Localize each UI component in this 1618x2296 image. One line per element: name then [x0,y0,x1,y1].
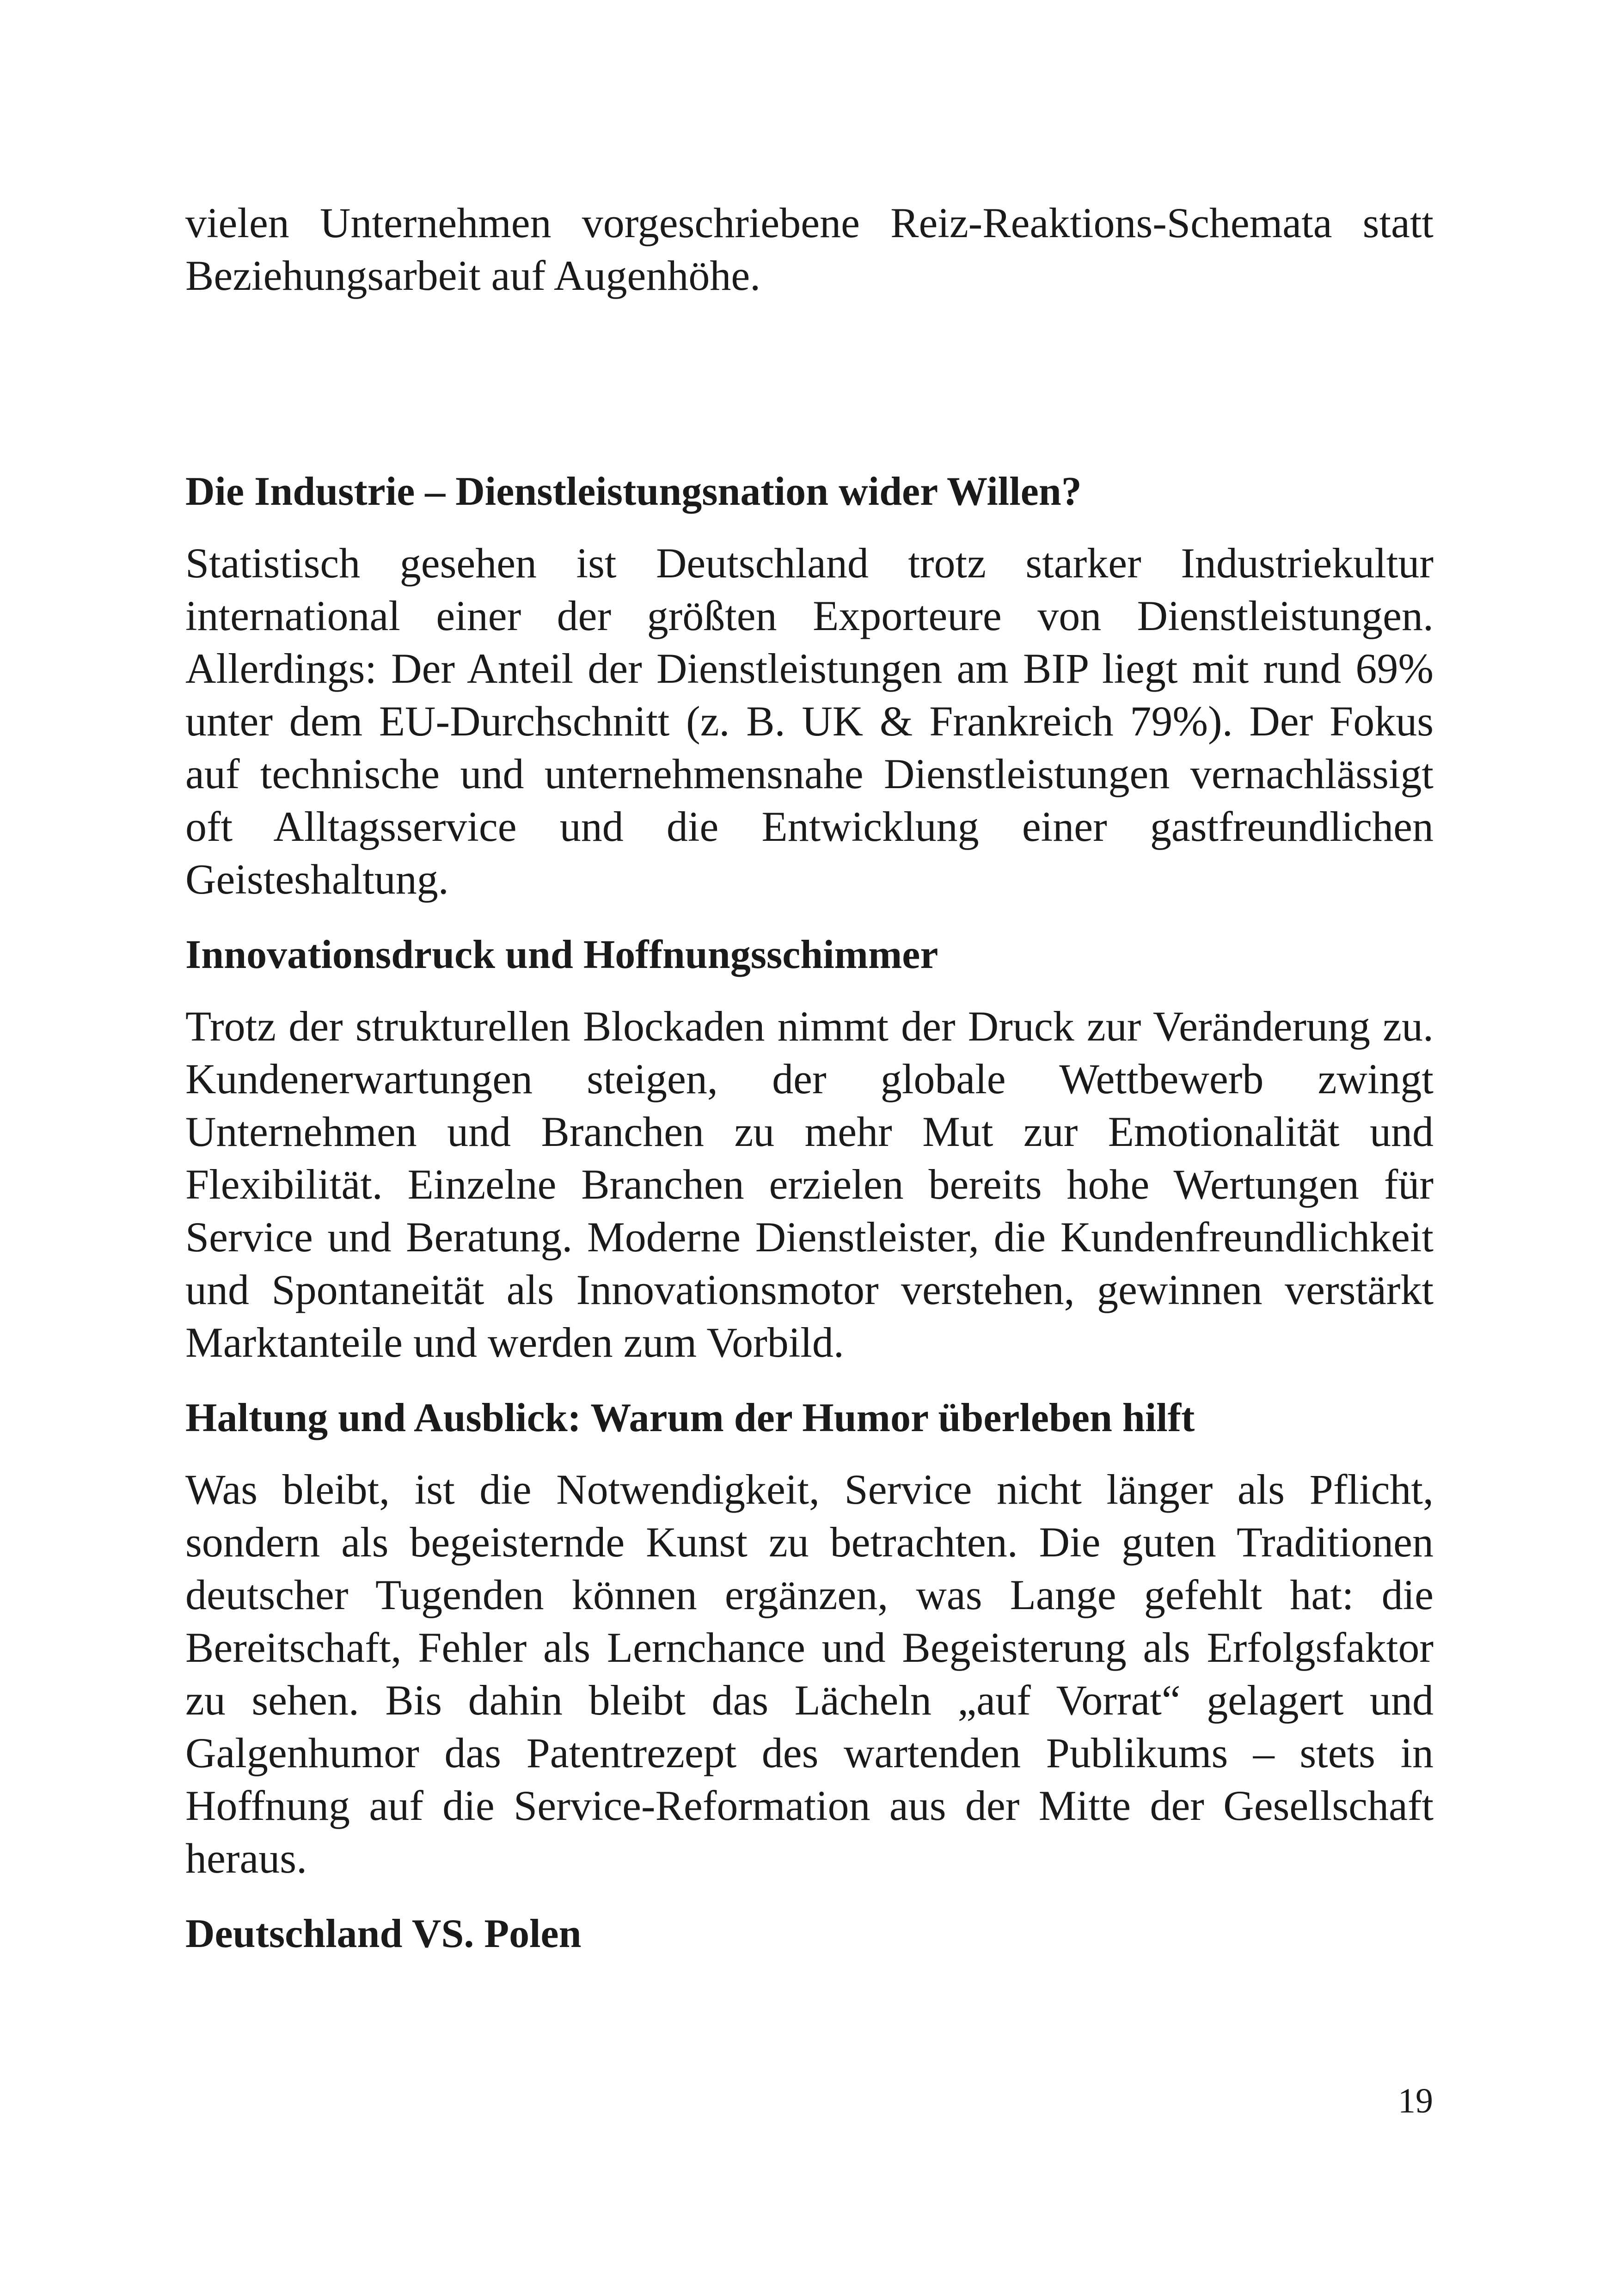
section-heading-innovation: Innovationsdruck und Hoffnungsschimmer [185,932,938,977]
page-body [185,196,1434,1960]
section-heading-comparison: Deutschland VS. Polen [185,1911,582,1956]
section-spacer [185,302,1434,465]
outlook-paragraph: Was bleibt, ist die Notwendigkeit, Service nicht länger als Pflicht, sondern als begeisternde Kunst zu betrachten. Die guten Traditionen deutscher Tugenden können ergänzen, was Lange gefehlt hat: die Bereitschaft, Fehler als Lernchance und Begeisterung als Erfolgsfaktor zu sehen. Bis dahin bleibt das Lächeln „auf Vorrat“ gelagert und Galgenhumor das Patentrezept des wartenden Publikums – stets in Hoffnung auf die Service-Reformation aus der Mitte der Gesellschaft heraus. [185,1466,1434,1882]
innovation-paragraph: Trotz der strukturellen Blockaden nimmt der Druck zur Veränderung zu. Kundenerwartungen steigen, der globale Wettbewerb zwingt Unternehmen und Branchen zu mehr Mut zur Emotionalität und Flexibilität. Einzelne Branchen erzielen bereits hohe Wertungen für Service und Beratung. Moderne Dienstleister, die Kundenfreundlichkeit und Spontaneität als Innovationsmotor verstehen, gewinnen verstärkt Marktanteile und werden zum Vorbild. [185,1003,1434,1366]
section-heading-outlook: Haltung und Ausblick: Warum der Humor überleben hilft [185,1396,1195,1440]
section-spacer [185,906,1434,929]
page-number: 19 [1398,2082,1433,2120]
section-spacer [185,1885,1434,1908]
heading-spacer [185,981,1434,1000]
heading-spacer [185,1445,1434,1463]
section-spacer [185,1369,1434,1392]
heading-spacer [185,518,1434,537]
intro-paragraph: vielen Unternehmen vorgeschriebene Reiz-Reaktions-Schemata statt Beziehungsarbeit auf Augenhöhe. [185,199,1434,299]
industry-paragraph: Statistisch gesehen ist Deutschland trotz starker Industriekultur international einer der größten Exporteure von Dienstleistungen. Allerdings: Der Anteil der Dienstleistungen am BIP liegt mit rund 69% unter dem EU-Durchschnitt (z. B. UK & Frankreich 79%). Der Fokus auf technische und unternehmensnahe Dienstleistungen vernachlässigt oft Alltagsservice und die Entwicklung einer gastfreundlichen Geisteshaltung. [185,539,1434,903]
section-heading-industry: Die Industrie – Dienstleistungsnation wider Willen? [185,469,1082,514]
